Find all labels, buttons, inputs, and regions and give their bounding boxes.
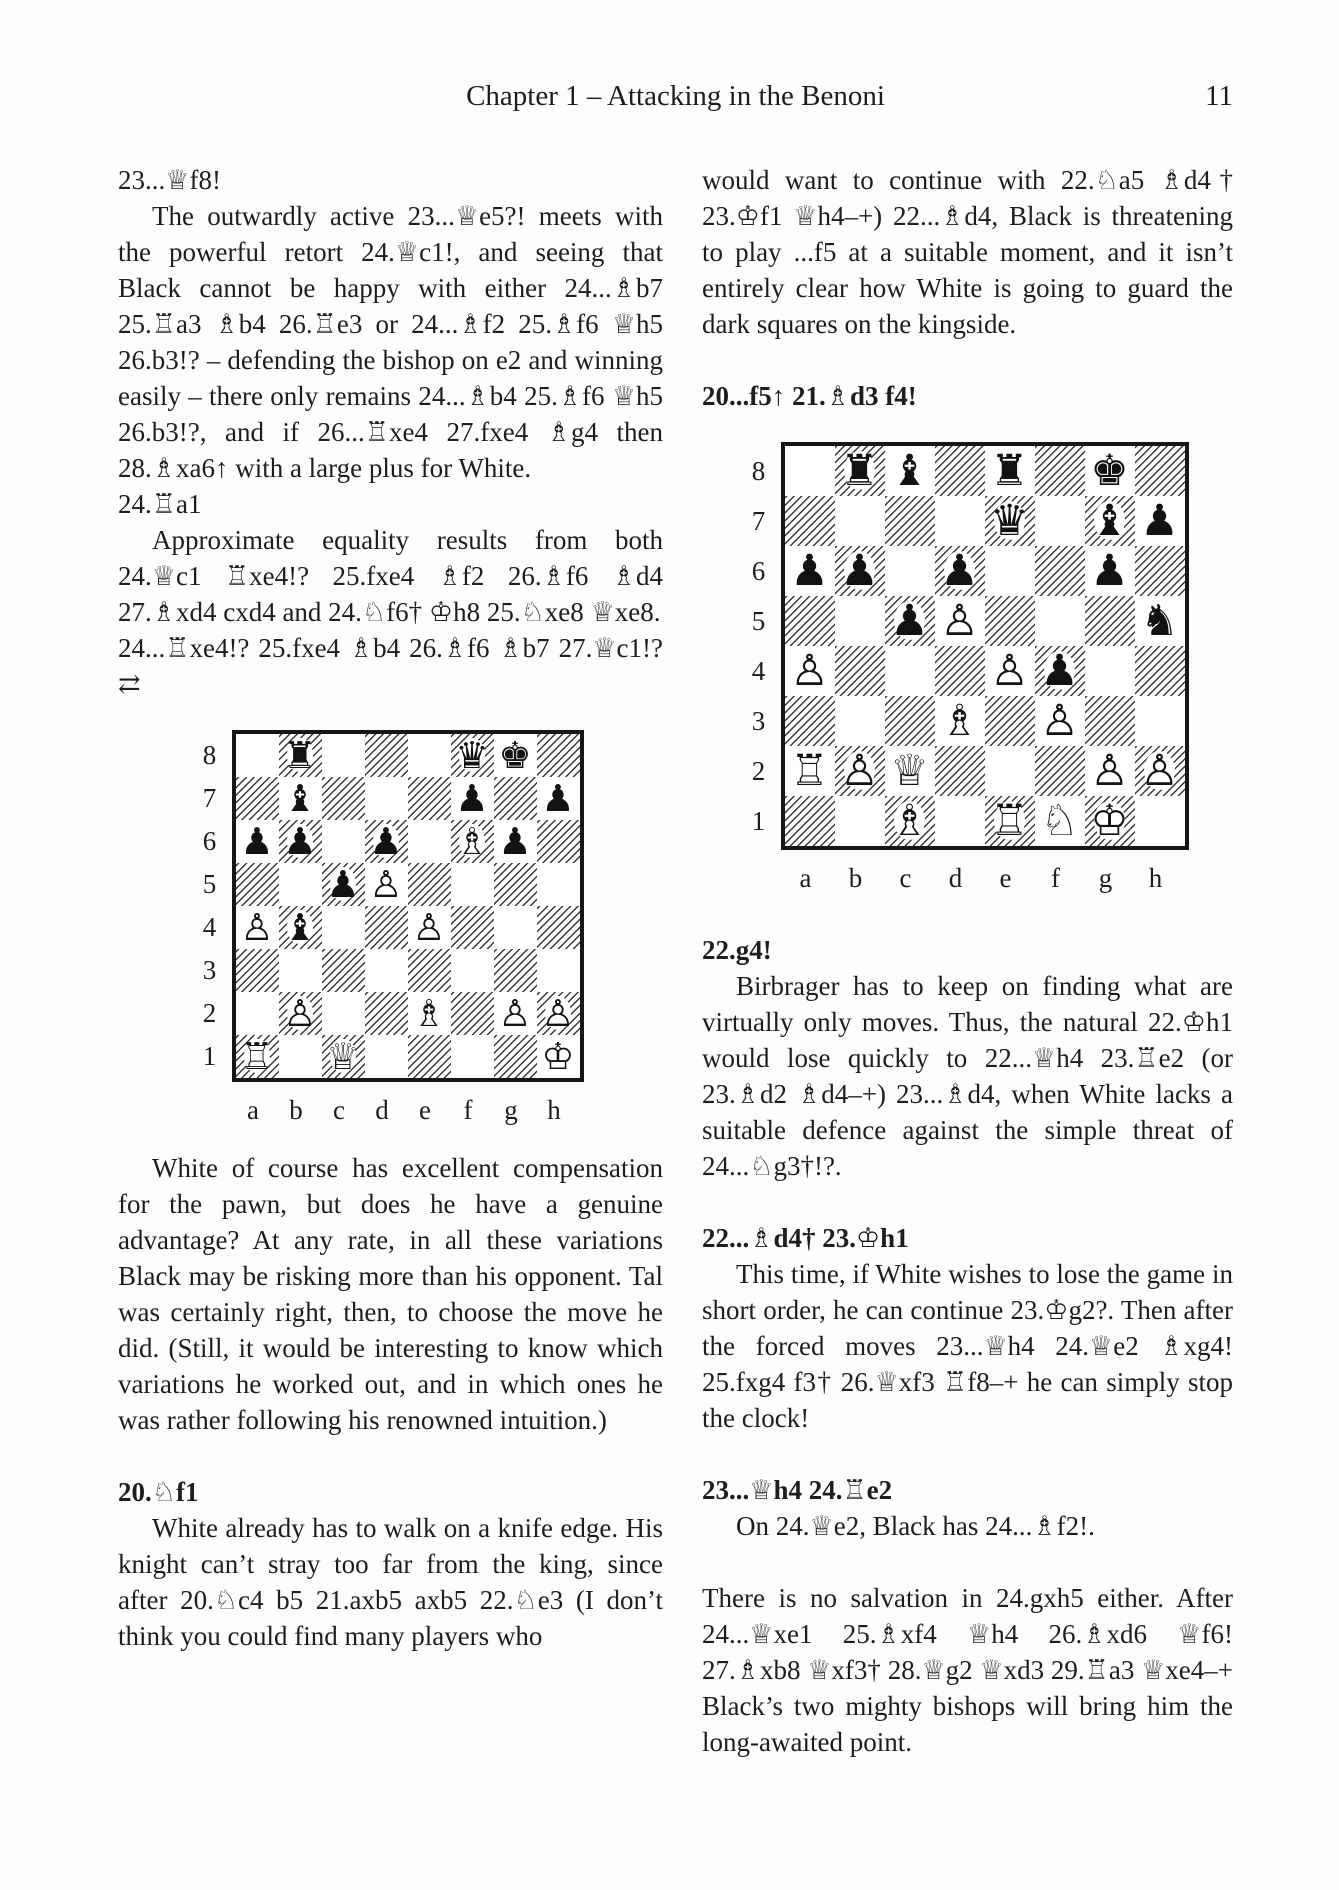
paragraph: The outwardly active 23...♕e5?! meets with the powerful retort 24.♕c1!, and seeing that Black cannot be happy with either 24...♗b7 25.♖a3 ♗b4 26.♖e3 or 24...♗f2 25.♗f6 ♕h5 26.b3!? – defending the bishop on e2 and winning easily – there only remains 24...♗b4 25.♗f6 ♕h5 26.b3!?, and if 26...♖xe4 27.fxe4 ♗g4 then 28.♗xa6↑ with a large plus for White. (118, 201, 663, 483)
black-king-icon: ♚ (498, 734, 532, 777)
black-bishop-icon: ♝ (283, 777, 317, 820)
file-label: d (948, 863, 963, 893)
board-square (1135, 496, 1185, 546)
file-label: e (419, 1095, 431, 1125)
black-pawn-icon: ♟ (790, 545, 829, 596)
board-square (408, 734, 451, 777)
board-square (322, 1035, 365, 1078)
rank-label: 6 (202, 826, 217, 856)
board-square (236, 820, 279, 863)
white-pawn-icon: ♙ (240, 906, 274, 949)
paragraph: There is no salvation in 24.gxh5 either. After 24...♕xe1 25.♗xf4 ♕h4 26.♗xd6 ♕f6! 27.♗xb8 ♕xf3† 28.♕g2 ♕xd3 29.♖a3 ♕xe4–+ Black’s two mighty bishops will bring him the long-awaited point. (702, 1583, 1233, 1757)
board-square (785, 496, 835, 546)
rank-label: 7 (202, 783, 217, 813)
board-square (279, 1035, 322, 1078)
black-rook-icon: ♜ (990, 445, 1029, 496)
board-square (1085, 796, 1135, 846)
board-square (408, 949, 451, 992)
board-square (785, 796, 835, 846)
move-line: 24.♖a1 (118, 489, 202, 519)
board-square (1035, 446, 1085, 496)
chess-diagram (747, 442, 1189, 896)
board-square (785, 746, 835, 796)
board-square (236, 863, 279, 906)
board-square (408, 1035, 451, 1078)
board-square (885, 746, 935, 796)
chess-board (232, 730, 584, 1082)
board-square (365, 777, 408, 820)
rank-label: 2 (202, 998, 217, 1028)
black-pawn-icon: ♟ (940, 545, 979, 596)
white-queen-icon: ♕ (326, 1035, 360, 1078)
paragraph: Birbrager has to keep on finding what are virtually only moves. Thus, the natural 22.♔h1 would lose quickly to 22...♕h4 23.♖e2 (or 23.♗d2 ♗d4–+) 23...♗d4, when White lacks a suitable defence against the simple threat of 24...♘g3†!?. (702, 971, 1233, 1181)
board-square (1035, 746, 1085, 796)
board-square (785, 696, 835, 746)
board-square (935, 496, 985, 546)
board-square (408, 863, 451, 906)
board-square (365, 906, 408, 949)
rank-label: 2 (751, 756, 766, 786)
black-rook-icon: ♜ (283, 734, 317, 777)
black-pawn-icon: ♟ (541, 777, 575, 820)
board-square (885, 696, 935, 746)
board-square (835, 796, 885, 846)
board-square (279, 863, 322, 906)
board-square (494, 1035, 537, 1078)
file-label: b (289, 1095, 303, 1125)
rank-label: 3 (202, 955, 217, 985)
black-knight-icon: ♞ (1140, 595, 1179, 646)
board-square (1085, 746, 1135, 796)
board-square (494, 820, 537, 863)
board-square (537, 992, 580, 1035)
board-square (236, 949, 279, 992)
board-square (935, 796, 985, 846)
board-square (785, 596, 835, 646)
board-square (322, 777, 365, 820)
paragraph: On 24.♕e2, Black has 24...♗f2!. (736, 1511, 1095, 1541)
rank-label: 4 (202, 912, 217, 942)
board-square (537, 1035, 580, 1078)
board-square (236, 1035, 279, 1078)
board-square (1035, 496, 1085, 546)
board-square (935, 746, 985, 796)
paragraph: White of course has excellent compensation for the pawn, but does he have a genuine advantage? At any rate, in all these variations Black may be risking more than his opponent. Tal was certainly right, then, to choose the move he did. (Still, it would be interesting to know which variations he worked out, and in which ones he was rather following his renowned intuition.) (118, 1153, 663, 1435)
black-bishop-icon: ♝ (1090, 495, 1129, 546)
board-square (1085, 546, 1135, 596)
board-square (985, 746, 1035, 796)
white-bishop-icon: ♗ (890, 795, 929, 846)
board-square (885, 596, 935, 646)
white-bishop-icon: ♗ (412, 992, 446, 1035)
rank-label: 6 (751, 556, 766, 586)
board-square (885, 796, 935, 846)
board-square (835, 596, 885, 646)
board-square (494, 949, 537, 992)
board-square (322, 949, 365, 992)
board-square (451, 777, 494, 820)
white-rook-icon: ♖ (240, 1035, 274, 1078)
board-square (279, 906, 322, 949)
white-pawn-icon: ♙ (369, 863, 403, 906)
black-bishop-icon: ♝ (283, 906, 317, 949)
board-square (835, 746, 885, 796)
page-number: 11 (1205, 80, 1233, 112)
board-square (1035, 696, 1085, 746)
board-square (494, 906, 537, 949)
white-rook-icon: ♖ (990, 795, 1029, 846)
black-pawn-icon: ♟ (240, 820, 274, 863)
board-square (451, 820, 494, 863)
white-knight-icon: ♘ (1040, 795, 1079, 846)
board-square (885, 446, 935, 496)
rank-label: 1 (751, 806, 766, 836)
move-heading: 22...♗d4† 23.♔h1 (702, 1223, 909, 1253)
board-square (236, 992, 279, 1035)
paragraph: This time, if White wishes to lose the game in short order, he can continue 23.♔g2?. Then after the forced moves 23...♕h4 24.♕e2 ♗xg4! 25.fxg4 f3† 26.♕xf3 ♖f8–+ he can simply stop the clock! (702, 1259, 1233, 1433)
board-square (236, 777, 279, 820)
black-pawn-icon: ♟ (498, 820, 532, 863)
board-square (279, 992, 322, 1035)
rank-label: 3 (751, 706, 766, 736)
black-bishop-icon: ♝ (890, 445, 929, 496)
move-heading: 20...f5↑ 21.♗d3 f4! (702, 381, 917, 411)
white-pawn-icon: ♙ (790, 645, 829, 696)
black-queen-icon: ♛ (455, 734, 489, 777)
board-square (1135, 646, 1185, 696)
white-rook-icon: ♖ (790, 745, 829, 796)
board-square (835, 696, 885, 746)
board-square (785, 446, 835, 496)
board-square (322, 992, 365, 1035)
right-column (702, 162, 1233, 1760)
white-pawn-icon: ♙ (498, 992, 532, 1035)
board-square (985, 796, 1035, 846)
board-square (1035, 546, 1085, 596)
move-heading: 20.♘f1 (118, 1477, 199, 1507)
chess-diagram (198, 730, 584, 1128)
black-pawn-icon: ♟ (1040, 645, 1079, 696)
file-label: f (463, 1095, 473, 1125)
move-line: 23...♕f8! (118, 165, 221, 195)
board-square (1135, 546, 1185, 596)
board-square (785, 646, 835, 696)
black-pawn-icon: ♟ (890, 595, 929, 646)
board-square (935, 646, 985, 696)
board-square (537, 734, 580, 777)
white-pawn-icon: ♙ (990, 645, 1029, 696)
board-square (451, 734, 494, 777)
black-pawn-icon: ♟ (283, 820, 317, 863)
rank-label: 5 (751, 606, 766, 636)
white-pawn-icon: ♙ (1040, 695, 1079, 746)
board-square (1135, 446, 1185, 496)
board-square (451, 992, 494, 1035)
board-square (1035, 596, 1085, 646)
white-pawn-icon: ♙ (283, 992, 317, 1035)
file-label: b (848, 863, 863, 893)
board-square (451, 949, 494, 992)
board-square (537, 820, 580, 863)
board-square (365, 734, 408, 777)
board-square (537, 906, 580, 949)
white-pawn-icon: ♙ (1090, 745, 1129, 796)
board-square (322, 863, 365, 906)
black-pawn-icon: ♟ (326, 863, 360, 906)
board-square (537, 863, 580, 906)
board-square (279, 734, 322, 777)
white-king-icon: ♔ (1090, 795, 1129, 846)
board-square (1135, 746, 1185, 796)
black-pawn-icon: ♟ (455, 777, 489, 820)
file-label: f (1051, 863, 1060, 893)
board-square (494, 863, 537, 906)
board-square (1135, 796, 1185, 846)
board-square (885, 546, 935, 596)
white-king-icon: ♔ (541, 1035, 575, 1078)
move-line: 24...♖xe4!? 25.fxe4 ♗b4 26.♗f6 ♗b7 27.♕c1!?⇄ (118, 633, 663, 699)
board-square (408, 906, 451, 949)
board-square (365, 992, 408, 1035)
board-square (985, 546, 1035, 596)
paragraph: would want to continue with 22.♘a5 ♗d4† 23.♔f1 ♕h4–+) 22...♗d4, Black is threatening to play ...f5 at a suitable moment, and it isn’t entirely clear how White is going to guard the dark squares on the kingside. (702, 165, 1233, 339)
file-label: c (333, 1095, 345, 1125)
board-square (985, 696, 1035, 746)
move-heading: 22.g4! (702, 935, 772, 965)
board-square (1085, 446, 1135, 496)
rank-label: 1 (202, 1041, 217, 1071)
board-square (835, 646, 885, 696)
white-pawn-icon: ♙ (940, 595, 979, 646)
board-square (408, 820, 451, 863)
black-pawn-icon: ♟ (1140, 495, 1179, 546)
board-square (494, 777, 537, 820)
board-square (935, 696, 985, 746)
board-square (494, 992, 537, 1035)
board-square (537, 777, 580, 820)
board-square (236, 906, 279, 949)
black-pawn-icon: ♟ (840, 545, 879, 596)
board-square (1135, 596, 1185, 646)
black-king-icon: ♚ (1090, 445, 1129, 496)
board-square (408, 777, 451, 820)
board-square (1085, 696, 1135, 746)
board-square (935, 446, 985, 496)
board-square (365, 949, 408, 992)
black-pawn-icon: ♟ (1090, 545, 1129, 596)
board-square (1085, 646, 1135, 696)
board-square (1035, 796, 1085, 846)
board-square (365, 863, 408, 906)
file-label: g (504, 1095, 518, 1125)
file-label: d (375, 1095, 389, 1125)
move-heading: 23...♕h4 24.♖e2 (702, 1475, 893, 1505)
board-square (236, 734, 279, 777)
paragraph: White already has to walk on a knife edge. His knight can’t stray too far from the king, since after 20.♘c4 b5 21.axb5 axb5 22.♘e3 (I don’t think you could find many players who (118, 1513, 663, 1651)
board-square (1035, 646, 1085, 696)
white-bishop-icon: ♗ (940, 695, 979, 746)
file-label: a (799, 863, 812, 893)
board-square (835, 446, 885, 496)
file-label: c (899, 863, 912, 893)
board-square (408, 992, 451, 1035)
rank-label: 8 (751, 456, 766, 486)
black-pawn-icon: ♟ (369, 820, 403, 863)
file-label: h (1148, 863, 1163, 893)
file-label: g (1098, 863, 1113, 893)
rank-label: 5 (202, 869, 217, 899)
white-bishop-icon: ♗ (455, 820, 489, 863)
page-header (118, 78, 1233, 114)
rank-label: 4 (751, 656, 766, 686)
board-square (935, 546, 985, 596)
board-square (985, 446, 1035, 496)
board-square (365, 1035, 408, 1078)
white-pawn-icon: ♙ (412, 906, 446, 949)
board-square (785, 546, 835, 596)
board-square (451, 863, 494, 906)
board-square (279, 820, 322, 863)
chapter-title: Chapter 1 – Attacking in the Benoni (466, 80, 885, 112)
white-queen-icon: ♕ (890, 745, 929, 796)
board-square (365, 820, 408, 863)
board-square (835, 496, 885, 546)
board-square (1085, 596, 1135, 646)
board-square (322, 734, 365, 777)
board-square (835, 546, 885, 596)
board-square (494, 734, 537, 777)
file-label: e (999, 863, 1012, 893)
paragraph: Approximate equality results from both 24.♕c1 ♖xe4!? 25.fxe4 ♗f2 26.♗f6 ♗d4 27.♗xd4 cxd4 and 24.♘f6† ♔h8 25.♘xe8 ♕xe8. (118, 525, 663, 627)
board-square (322, 820, 365, 863)
chess-board (781, 442, 1189, 850)
board-square (885, 646, 935, 696)
white-pawn-icon: ♙ (840, 745, 879, 796)
file-label: h (547, 1095, 561, 1125)
board-square (537, 949, 580, 992)
board-square (1085, 496, 1135, 546)
board-square (885, 496, 935, 546)
white-pawn-icon: ♙ (1140, 745, 1179, 796)
black-queen-icon: ♛ (990, 495, 1029, 546)
board-square (279, 777, 322, 820)
left-column (118, 162, 663, 1654)
black-rook-icon: ♜ (840, 445, 879, 496)
board-square (935, 596, 985, 646)
text-columns (118, 162, 1233, 1760)
rank-label: 7 (751, 506, 766, 536)
white-pawn-icon: ♙ (541, 992, 575, 1035)
board-square (279, 949, 322, 992)
board-square (985, 596, 1035, 646)
board-square (985, 496, 1035, 546)
file-label: a (247, 1095, 259, 1125)
board-square (1135, 696, 1185, 746)
rank-label: 8 (202, 740, 217, 770)
board-square (322, 906, 365, 949)
board-square (985, 646, 1035, 696)
board-square (451, 1035, 494, 1078)
board-square (451, 906, 494, 949)
